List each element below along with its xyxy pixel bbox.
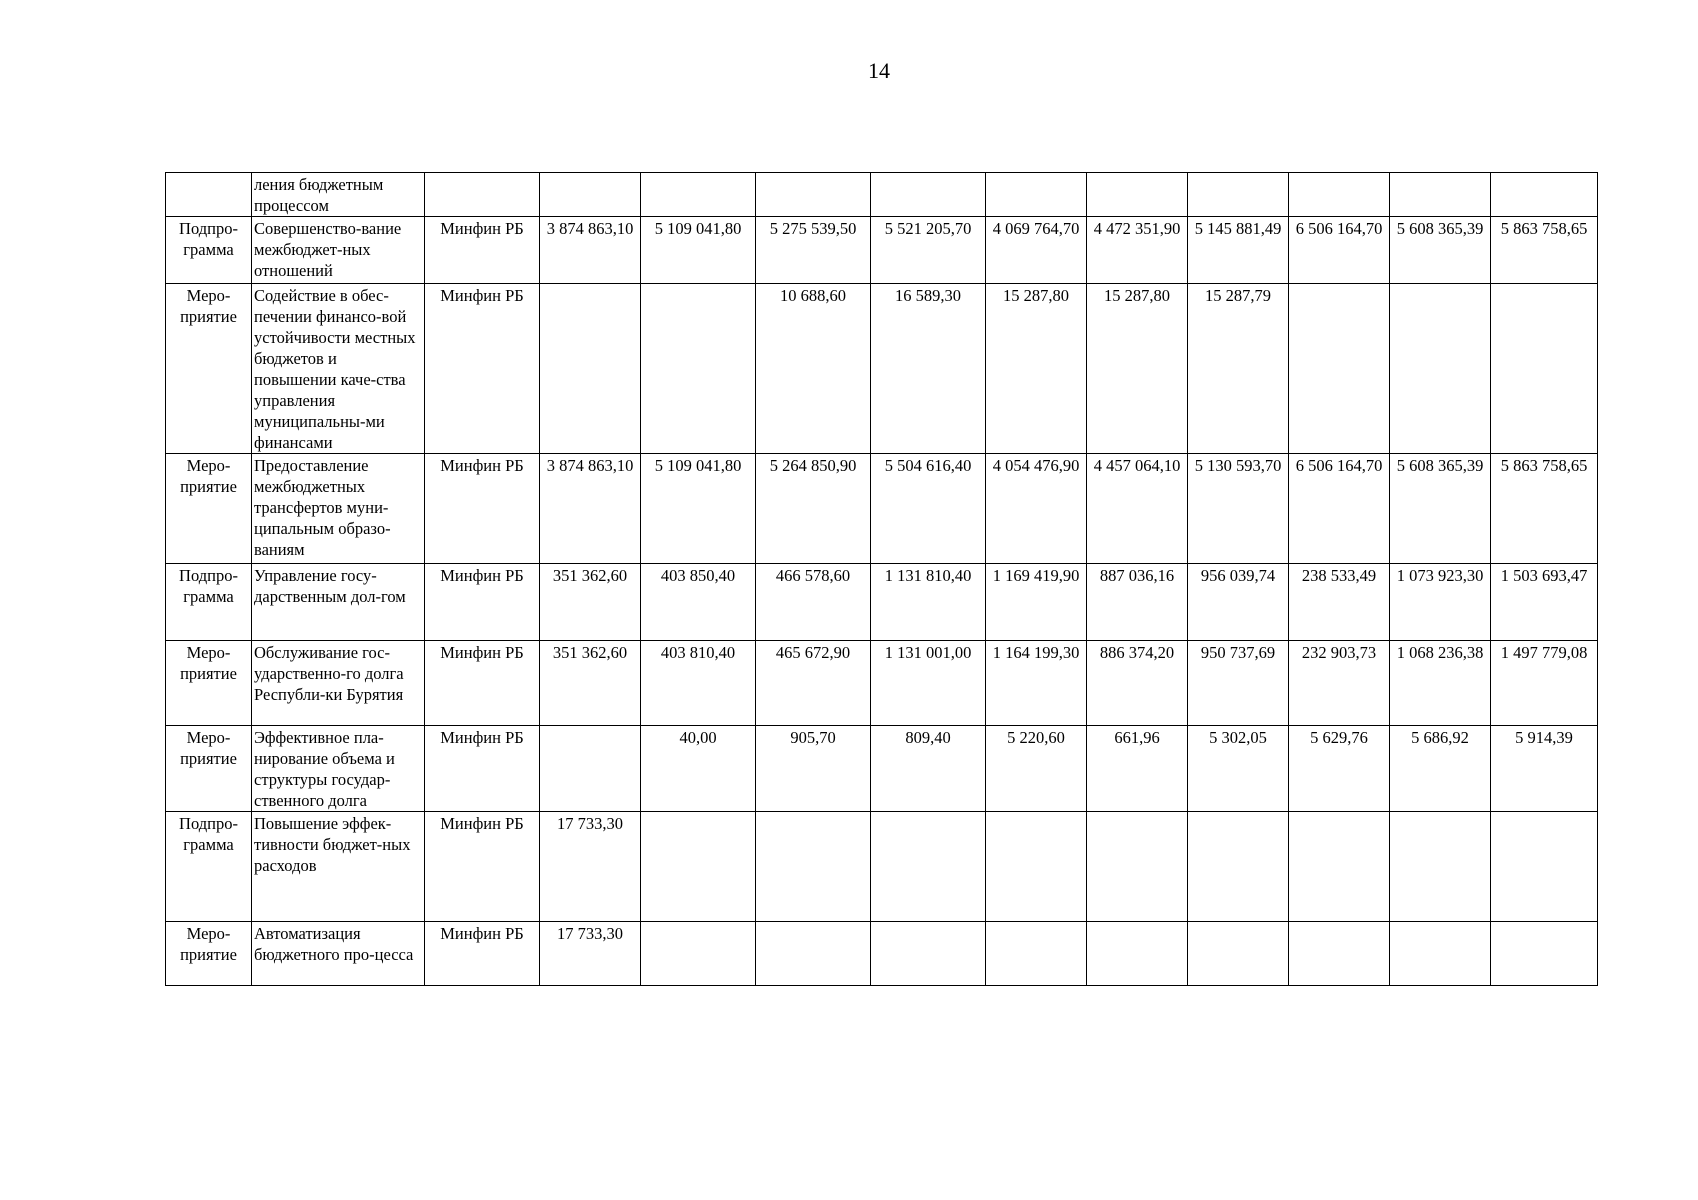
value-cell: 5 629,76 bbox=[1289, 726, 1390, 812]
value-cell bbox=[1390, 284, 1491, 454]
value-cell bbox=[871, 173, 986, 217]
value-cell: 3 874 863,10 bbox=[540, 454, 641, 564]
value-cell bbox=[1188, 812, 1289, 922]
value-cell bbox=[641, 173, 756, 217]
value-cell: 351 362,60 bbox=[540, 564, 641, 641]
row-executor: Минфин РБ bbox=[425, 217, 540, 284]
value-cell bbox=[1087, 922, 1188, 986]
row-executor bbox=[425, 173, 540, 217]
value-cell: 5 109 041,80 bbox=[641, 454, 756, 564]
row-executor: Минфин РБ bbox=[425, 564, 540, 641]
value-cell bbox=[1491, 173, 1598, 217]
row-type: Меро-приятие bbox=[166, 922, 252, 986]
row-name: Повышение эффек-тивности бюджет-ных расходов bbox=[252, 812, 425, 922]
row-name: Совершенство-вание межбюджет-ных отношений bbox=[252, 217, 425, 284]
value-cell: 15 287,80 bbox=[986, 284, 1087, 454]
value-cell: 4 069 764,70 bbox=[986, 217, 1087, 284]
value-cell: 238 533,49 bbox=[1289, 564, 1390, 641]
value-cell bbox=[1289, 284, 1390, 454]
value-cell: 5 863 758,65 bbox=[1491, 454, 1598, 564]
value-cell bbox=[1491, 812, 1598, 922]
row-name: Содействие в обес-печении финансо-вой устойчивости местных бюджетов и повышении каче-ства управления муниципальны-ми финансами bbox=[252, 284, 425, 454]
value-cell bbox=[641, 812, 756, 922]
value-cell: 905,70 bbox=[756, 726, 871, 812]
value-cell bbox=[1491, 284, 1598, 454]
row-executor: Минфин РБ bbox=[425, 922, 540, 986]
row-type: Подпро-грамма bbox=[166, 812, 252, 922]
value-cell: 1 068 236,38 bbox=[1390, 641, 1491, 726]
value-cell bbox=[871, 922, 986, 986]
value-cell: 1 169 419,90 bbox=[986, 564, 1087, 641]
table-row bbox=[166, 564, 1598, 641]
value-cell: 4 457 064,10 bbox=[1087, 454, 1188, 564]
value-cell bbox=[540, 284, 641, 454]
value-cell bbox=[540, 173, 641, 217]
value-cell: 661,96 bbox=[1087, 726, 1188, 812]
row-name: Обслуживание гос-ударственно-го долга Республи-ки Бурятия bbox=[252, 641, 425, 726]
value-cell: 403 850,40 bbox=[641, 564, 756, 641]
table-row bbox=[166, 217, 1598, 284]
page-number: 14 bbox=[868, 58, 890, 83]
value-cell: 5 264 850,90 bbox=[756, 454, 871, 564]
value-cell: 3 874 863,10 bbox=[540, 217, 641, 284]
row-type: Подпро-грамма bbox=[166, 217, 252, 284]
value-cell bbox=[1491, 922, 1598, 986]
value-cell bbox=[1087, 812, 1188, 922]
value-cell: 5 521 205,70 bbox=[871, 217, 986, 284]
value-cell: 1 497 779,08 bbox=[1491, 641, 1598, 726]
value-cell: 886 374,20 bbox=[1087, 641, 1188, 726]
row-name: Эффективное пла-нирование объема и структуры государ-ственного долга bbox=[252, 726, 425, 812]
value-cell: 1 073 923,30 bbox=[1390, 564, 1491, 641]
value-cell: 1 131 810,40 bbox=[871, 564, 986, 641]
value-cell: 5 863 758,65 bbox=[1491, 217, 1598, 284]
value-cell: 950 737,69 bbox=[1188, 641, 1289, 726]
value-cell: 1 131 001,00 bbox=[871, 641, 986, 726]
value-cell bbox=[641, 284, 756, 454]
value-cell: 15 287,80 bbox=[1087, 284, 1188, 454]
value-cell: 5 504 616,40 bbox=[871, 454, 986, 564]
value-cell bbox=[1390, 812, 1491, 922]
value-cell bbox=[540, 726, 641, 812]
value-cell bbox=[871, 812, 986, 922]
value-cell bbox=[1390, 922, 1491, 986]
value-cell bbox=[1289, 812, 1390, 922]
value-cell: 5 608 365,39 bbox=[1390, 454, 1491, 564]
table-row bbox=[166, 454, 1598, 564]
table-row bbox=[166, 284, 1598, 454]
value-cell: 5 686,92 bbox=[1390, 726, 1491, 812]
value-cell: 16 589,30 bbox=[871, 284, 986, 454]
value-cell: 4 054 476,90 bbox=[986, 454, 1087, 564]
row-type bbox=[166, 173, 252, 217]
value-cell: 17 733,30 bbox=[540, 922, 641, 986]
row-type: Подпро-грамма bbox=[166, 564, 252, 641]
row-name: Автоматизация бюджетного про-цесса bbox=[252, 922, 425, 986]
value-cell: 232 903,73 bbox=[1289, 641, 1390, 726]
table-row bbox=[166, 641, 1598, 726]
value-cell bbox=[986, 922, 1087, 986]
value-cell: 5 130 593,70 bbox=[1188, 454, 1289, 564]
value-cell: 887 036,16 bbox=[1087, 564, 1188, 641]
value-cell: 5 914,39 bbox=[1491, 726, 1598, 812]
row-executor: Минфин РБ bbox=[425, 812, 540, 922]
budget-table bbox=[165, 172, 1598, 986]
table-row bbox=[166, 812, 1598, 922]
value-cell bbox=[1390, 173, 1491, 217]
row-name: ления бюджетным процессом bbox=[252, 173, 425, 217]
value-cell: 403 810,40 bbox=[641, 641, 756, 726]
value-cell: 956 039,74 bbox=[1188, 564, 1289, 641]
row-name: Управление госу-дарственным дол-гом bbox=[252, 564, 425, 641]
value-cell: 4 472 351,90 bbox=[1087, 217, 1188, 284]
value-cell: 1 503 693,47 bbox=[1491, 564, 1598, 641]
row-name: Предоставление межбюджетных трансфертов муни-ципальным образо-ваниям bbox=[252, 454, 425, 564]
table-row bbox=[166, 173, 1598, 217]
value-cell bbox=[1188, 173, 1289, 217]
value-cell bbox=[756, 812, 871, 922]
value-cell: 40,00 bbox=[641, 726, 756, 812]
table-row bbox=[166, 726, 1598, 812]
value-cell bbox=[1087, 173, 1188, 217]
value-cell: 15 287,79 bbox=[1188, 284, 1289, 454]
value-cell: 5 109 041,80 bbox=[641, 217, 756, 284]
value-cell: 5 302,05 bbox=[1188, 726, 1289, 812]
row-type: Меро-приятие bbox=[166, 726, 252, 812]
row-type: Меро-приятие bbox=[166, 641, 252, 726]
value-cell bbox=[1289, 173, 1390, 217]
row-executor: Минфин РБ bbox=[425, 641, 540, 726]
value-cell bbox=[756, 922, 871, 986]
value-cell: 6 506 164,70 bbox=[1289, 454, 1390, 564]
value-cell: 10 688,60 bbox=[756, 284, 871, 454]
value-cell: 1 164 199,30 bbox=[986, 641, 1087, 726]
value-cell: 809,40 bbox=[871, 726, 986, 812]
value-cell bbox=[756, 173, 871, 217]
row-type: Меро-приятие bbox=[166, 284, 252, 454]
value-cell bbox=[1188, 922, 1289, 986]
row-executor: Минфин РБ bbox=[425, 284, 540, 454]
value-cell: 6 506 164,70 bbox=[1289, 217, 1390, 284]
value-cell: 351 362,60 bbox=[540, 641, 641, 726]
value-cell bbox=[641, 922, 756, 986]
value-cell bbox=[1289, 922, 1390, 986]
row-type: Меро-приятие bbox=[166, 454, 252, 564]
value-cell bbox=[986, 173, 1087, 217]
value-cell: 5 220,60 bbox=[986, 726, 1087, 812]
value-cell bbox=[986, 812, 1087, 922]
value-cell: 5 608 365,39 bbox=[1390, 217, 1491, 284]
table-row bbox=[166, 922, 1598, 986]
row-executor: Минфин РБ bbox=[425, 726, 540, 812]
value-cell: 465 672,90 bbox=[756, 641, 871, 726]
row-executor: Минфин РБ bbox=[425, 454, 540, 564]
value-cell: 466 578,60 bbox=[756, 564, 871, 641]
value-cell: 5 275 539,50 bbox=[756, 217, 871, 284]
value-cell: 17 733,30 bbox=[540, 812, 641, 922]
value-cell: 5 145 881,49 bbox=[1188, 217, 1289, 284]
